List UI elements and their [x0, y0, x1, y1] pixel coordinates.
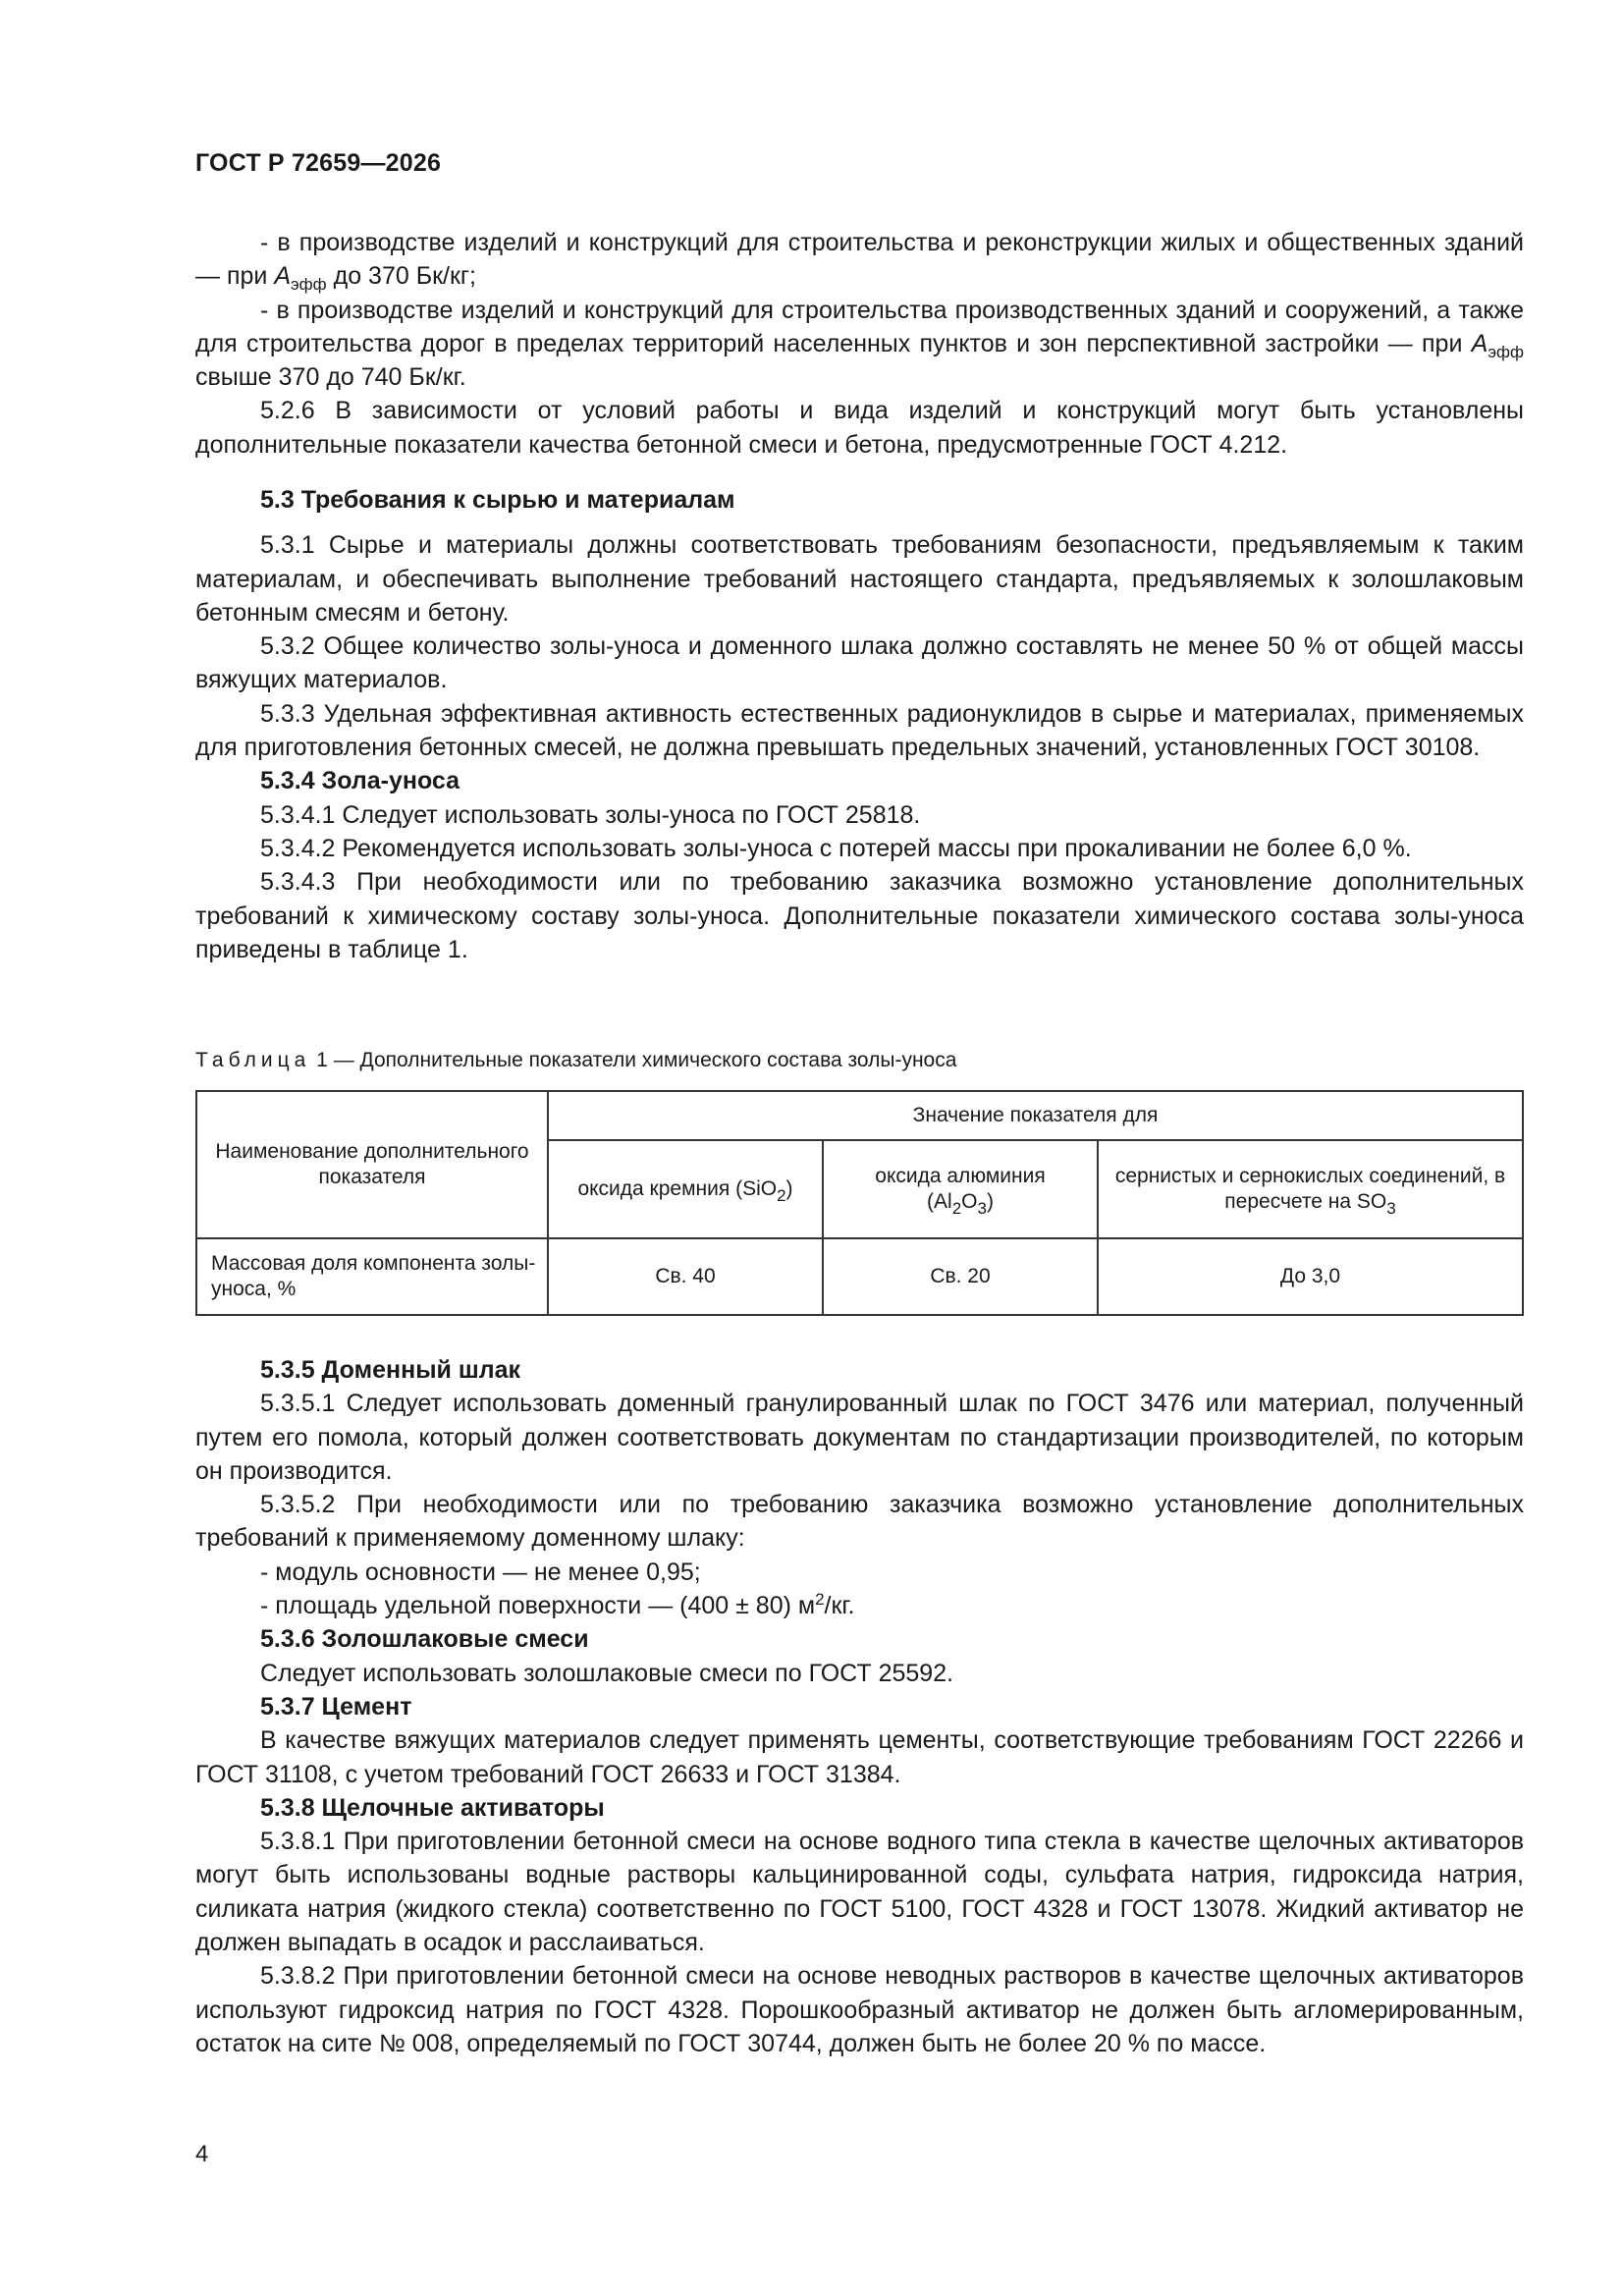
heading-5-3-6: 5.3.6 Золошлаковые смеси — [260, 1625, 589, 1654]
paragraph-5-3-4-3: 5.3.4.3 При необходимости или по требованию заказчика возможно установление дополнительных требований к химическому составу золы-уноса. Дополнительные показатели химического состава золы-уноса приведены в таблице 1. — [195, 868, 1524, 963]
cell-al2o3: Св. 20 — [823, 1238, 1098, 1315]
heading-5-3-5: 5.3.5 Доменный шлак — [260, 1356, 521, 1384]
section-5-3-5-onward — [195, 1353, 1524, 2060]
page-number: 4 — [195, 2141, 209, 2167]
table-ash-composition — [195, 1090, 1524, 1316]
paragraph-5-3-5-2: 5.3.5.2 При необходимости или по требованию заказчика возможно установление дополнительных требований к применяемому доменному шлаку: — [195, 1491, 1524, 1553]
paragraph-5-3-6: Следует использовать золошлаковые смеси по ГОСТ 25592. — [260, 1659, 954, 1687]
paragraph-5-3-4-1: 5.3.4.1 Следует использовать золы-уноса по ГОСТ 25818. — [260, 800, 921, 829]
list-item-residential: - в производстве изделий и конструкций для строительства и реконструкции жилых и общественных зданий — при $A_{эфф}$ до 370 Бк/кг; — [195, 229, 1524, 295]
row-label: Массовая доля компонента золы-уноса, % — [196, 1238, 548, 1315]
table-caption: Таблица 1 — Дополнительные показатели химического состава золы-уноса — [195, 1049, 957, 1071]
heading-5-3-4: 5.3.4 Зола-уноса — [260, 767, 460, 795]
section-title-5-3: 5.3 Требования к сырью и материалам — [260, 486, 735, 514]
document-header: ГОСТ Р 72659—2026 — [195, 149, 442, 177]
column-header-group: Значение показателя для — [548, 1091, 1523, 1140]
list-item-surface: - площадь удельной поверхности — (400 ± 80) $м^2/кг$. — [260, 1590, 855, 1620]
paragraph-5-3-3: 5.3.3 Удельная эффективная активность естественных радионуклидов в сырье и материалах, применяемых для приготовления бетонных смесей, не должна превышать предельных значений, установленных ГОСТ 30108. — [195, 699, 1524, 762]
column-header-sio2: оксида кремния (SiO$_2$) — [548, 1140, 823, 1238]
list-item-basicity: - модуль основности — не менее 0,95; — [260, 1558, 701, 1586]
column-header-indicator: Наименование дополнительного показателя — [196, 1091, 548, 1238]
table-row — [196, 1238, 1523, 1315]
paragraph-5-3-5-1: 5.3.5.1 Следует использовать доменный гранулированный шлак по ГОСТ 3476 или материал, полученный путем его помола, который должен соответствовать документам по стандартизации производителей, по которым он производится. — [195, 1390, 1524, 1485]
column-header-so3: сернистых и сернокислых соединений, в пересчете на $SO_3$ — [1098, 1140, 1523, 1238]
cell-so3: До 3,0 — [1098, 1238, 1523, 1315]
heading-5-3-8: 5.3.8 Щелочные активаторы — [260, 1793, 605, 1822]
column-header-al2o3: оксида алюминия $(Al_2O_3)$ — [823, 1140, 1098, 1238]
paragraph-5-3-7: В качестве вяжущих материалов следует применять цементы, соответствующие требованиям ГОСТ 22266 и ГОСТ 31108, с учетом требований ГОСТ 26633 и ГОСТ 31384. — [195, 1726, 1524, 1788]
heading-5-3-7: 5.3.7 Цемент — [260, 1692, 412, 1721]
paragraph-5-3-8-1: 5.3.8.1 При приготовлении бетонной смеси на основе водного типа стекла в качестве щелочных активаторов могут быть использованы водные растворы кальцинированной соды, сульфата натрия, гидроксида натрия, силиката натрия (жидкого стекла) соответственно по ГОСТ 5100, ГОСТ 4328 и ГОСТ 13078. Жидкий активатор не должен выпадать в осадок и расслаиваться. — [195, 1828, 1524, 1957]
section-5-3 — [195, 483, 1524, 966]
paragraph-5-3-4-2: 5.3.4.2 Рекомендуется использовать золы-уноса с потерей массы при прокаливании не более 6,0 %. — [260, 834, 1412, 862]
text-block-top — [195, 226, 1524, 462]
paragraph-5-3-2: 5.3.2 Общее количество золы-уноса и доменного шлака должно составлять не менее 50 % от общей массы вяжущих материалов. — [195, 632, 1524, 694]
paragraph-5-2-6: 5.2.6 В зависимости от условий работы и вида изделий и конструкций могут быть установлены дополнительные показатели качества бетонной смеси и бетона, предусмотренные ГОСТ 4.212. — [195, 397, 1524, 459]
paragraph-5-3-8-2: 5.3.8.2 При приготовлении бетонной смеси на основе неводных растворов в качестве щелочных активаторов используют гидроксид натрия по ГОСТ 4328. Порошкообразный активатор не должен быть агломерированным, остаток на сите № 008, определяемый по ГОСТ 30744, должен быть не более 20 % по массе. — [195, 1962, 1524, 2057]
list-item-industrial: - в производстве изделий и конструкций для строительства производственных зданий и сооружений, а также для строительства дорог в пределах территорий населенных пунктов и зон перспективной застройки — при $A_{эфф}$ свыше 370 до 740 Бк/кг. — [195, 296, 1524, 392]
paragraph-5-3-1: 5.3.1 Сырье и материалы должны соответствовать требованиям безопасности, предъявляемым к таким материалам, и обеспечивать выполнение требований настоящего стандарта, предъявляемых к золошлаковым бетонным смесям и бетону. — [195, 531, 1524, 627]
cell-sio2: Св. 40 — [548, 1238, 823, 1315]
